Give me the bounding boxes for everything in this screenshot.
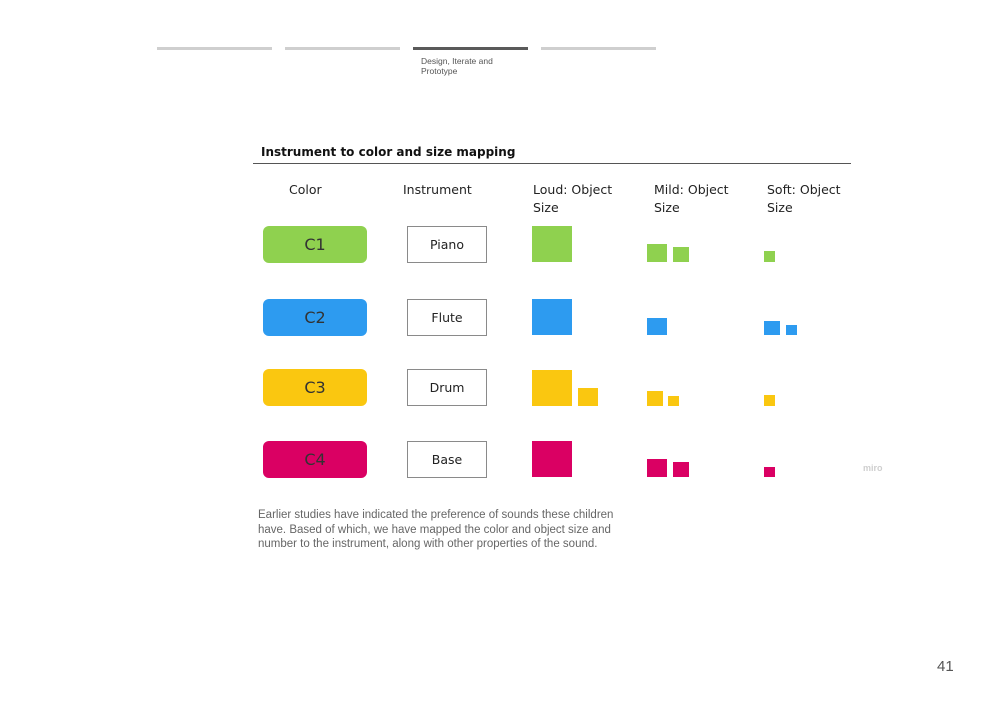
color-pill: C1 (263, 226, 367, 263)
soft-object-square (764, 467, 775, 477)
progress-step-3-active (413, 47, 528, 50)
header-soft: Soft: Object Size (767, 182, 841, 215)
progress-step-1 (157, 47, 272, 50)
soft-object-square (764, 321, 780, 335)
instrument-box: Base (407, 441, 487, 478)
instrument-box: Drum (407, 369, 487, 406)
title-divider (253, 163, 851, 164)
instrument-box: Flute (407, 299, 487, 336)
progress-active-label: Design, Iterate and Prototype (421, 56, 493, 76)
page-number: 41 (937, 658, 954, 675)
mild-object-square (673, 247, 689, 262)
loud-object-square (532, 441, 572, 477)
description-text: Earlier studies have indicated the preference of sounds these children have. Based of which, we have mapped the color and object size and number to the instrument, along with other properties of the sound. (258, 509, 614, 550)
color-pill: C3 (263, 369, 367, 406)
soft-object-square (764, 251, 775, 262)
progress-step-2 (285, 47, 400, 50)
soft-object-square (786, 325, 797, 335)
instrument-box: Piano (407, 226, 487, 263)
mild-object-square (647, 391, 663, 406)
loud-object-square (578, 388, 598, 406)
header-mild: Mild: Object Size (654, 182, 729, 215)
mild-object-square (668, 396, 679, 406)
header-instrument: Instrument (403, 182, 472, 197)
loud-object-square (532, 226, 572, 262)
mild-object-square (673, 462, 689, 477)
color-pill: C4 (263, 441, 367, 478)
loud-object-square (532, 370, 572, 406)
header-color: Color (289, 182, 322, 197)
loud-object-square (532, 299, 572, 335)
color-pill: C2 (263, 299, 367, 336)
header-loud: Loud: Object Size (533, 182, 613, 215)
progress-step-4 (541, 47, 656, 50)
miro-watermark: miro (863, 463, 883, 473)
soft-object-square (764, 395, 775, 406)
mild-object-square (647, 244, 667, 262)
mild-object-square (647, 318, 667, 335)
mild-object-square (647, 459, 667, 477)
table-title: Instrument to color and size mapping (261, 145, 516, 159)
